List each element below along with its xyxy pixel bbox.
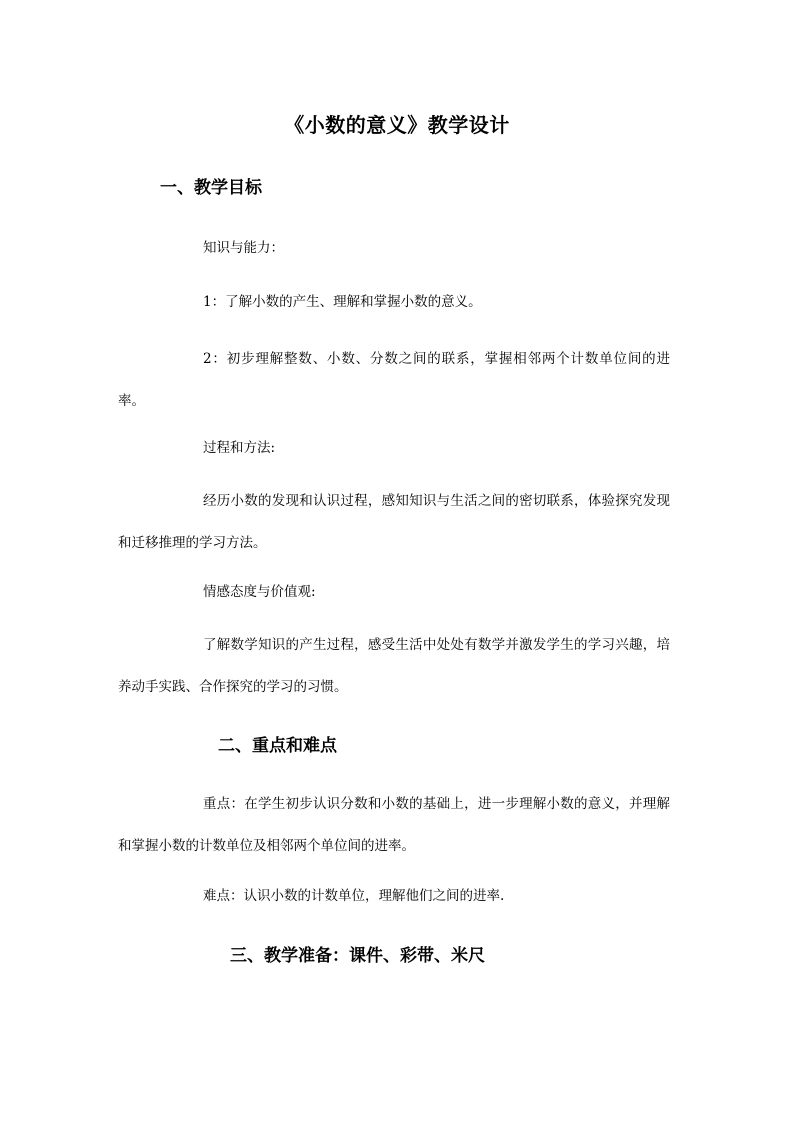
emotion-values-label: 情感态度与价值观: (203, 584, 316, 600)
process-method-text: 经历小数的发现和认识过程，感知知识与生活之间的密切联系，体验探究发现和迁移推理的学习方法。 (118, 493, 670, 551)
process-method-label: 过程和方法: (203, 440, 276, 456)
document-title: 《小数的意义》教学设计 (284, 113, 510, 137)
goal-item-1: 1：了解小数的产生、理解和掌握小数的意义。 (203, 294, 482, 310)
emotion-values-text: 了解数学知识的产生过程，感受生活中处处有数学并激发学生的学习兴趣，培养动手实践、合作探究的学习的习惯。 (118, 637, 670, 695)
section-heading-preparation: 三、教学准备：课件、彩带、米尺 (230, 946, 485, 966)
knowledge-ability-label: 知识与能力： (203, 240, 284, 256)
section-heading-teaching-goals: 一、教学目标 (160, 178, 262, 198)
section-heading-key-points: 二、重点和难点 (218, 736, 337, 756)
goal-item-2: 2：初步理解整数、小数、分数之间的联系，掌握相邻两个计数单位间的进率。 (118, 351, 670, 409)
key-point-text: 重点：在学生初步认识分数和小数的基础上，进一步理解小数的意义，并理解和掌握小数的计数单位及相邻两个单位间的进率。 (118, 796, 670, 854)
difficulty-text: 难点：认识小数的计数单位，理解他们之间的进率. (203, 888, 505, 904)
